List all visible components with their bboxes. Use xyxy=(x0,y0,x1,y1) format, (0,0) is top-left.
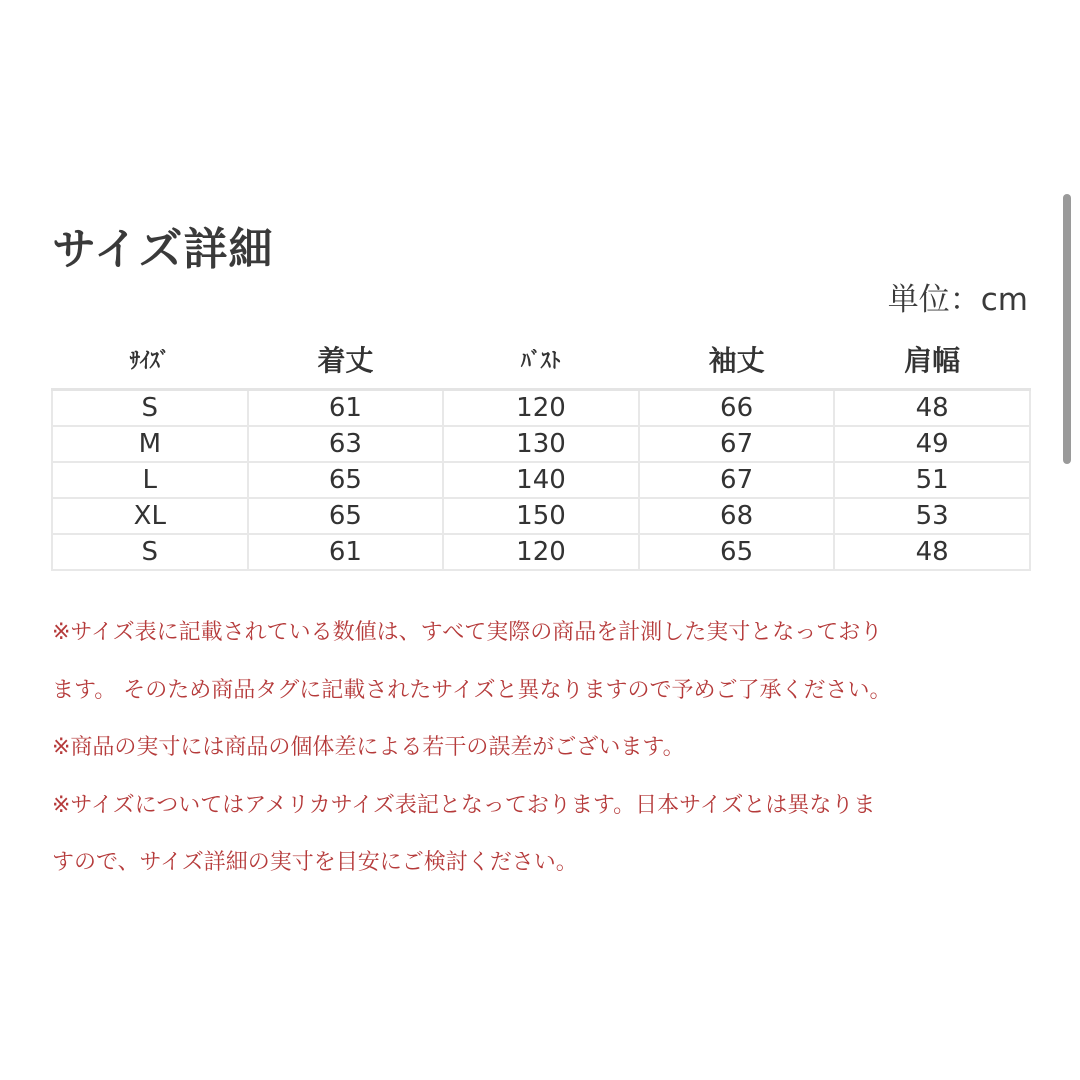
table-cell: 130 xyxy=(443,426,639,462)
table-cell: L xyxy=(52,462,248,498)
table-row xyxy=(52,534,1030,570)
page-title: サイズ詳細 xyxy=(52,224,274,275)
table-cell: XL xyxy=(52,498,248,534)
scrollbar[interactable] xyxy=(1063,194,1071,464)
table-cell: 49 xyxy=(834,426,1030,462)
table-cell: 63 xyxy=(248,426,444,462)
size-table xyxy=(51,334,1031,571)
table-row xyxy=(52,462,1030,498)
table-cell: 61 xyxy=(248,534,444,570)
table-cell: 61 xyxy=(248,390,444,427)
note-line: ※商品の実寸には商品の個体差による若干の誤差がございます。 xyxy=(52,735,685,760)
table-cell: 53 xyxy=(834,498,1030,534)
header-size: ｻｲｽﾞ xyxy=(62,334,238,390)
header-bust: ﾊﾞｽﾄ xyxy=(453,334,629,390)
note-line: ※サイズについてはアメリカサイズ表記となっております。日本サイズとは異なりま xyxy=(52,792,876,818)
table-cell: 65 xyxy=(639,534,835,570)
table-cell: M xyxy=(52,426,248,462)
table-row xyxy=(52,390,1030,427)
table-cell: 51 xyxy=(834,462,1030,498)
table-cell: 48 xyxy=(834,534,1030,570)
unit-label: 単位：cm xyxy=(887,282,1028,318)
table-cell: 120 xyxy=(443,390,639,427)
table-cell: 67 xyxy=(639,462,835,498)
size-notes xyxy=(52,604,1012,892)
table-cell: 150 xyxy=(443,498,639,534)
table-cell: 140 xyxy=(443,462,639,498)
table-cell: 67 xyxy=(639,426,835,462)
note-line: ※サイズ表に記載されている数値は、すべて実際の商品を計測した実寸となっており xyxy=(52,620,883,645)
header-sleeve: 袖丈 xyxy=(639,334,835,390)
note-line: ます。 そのため商品タグに記載されたサイズと異なりますので予めご了承ください。 xyxy=(52,677,892,703)
table-cell: 65 xyxy=(248,462,444,498)
note-line: すので、サイズ詳細の実寸を目安にご検討ください。 xyxy=(52,850,578,875)
table-cell: 120 xyxy=(443,534,639,570)
table-cell: S xyxy=(52,534,248,570)
table-cell: 68 xyxy=(639,498,835,534)
header-length: 着丈 xyxy=(248,334,444,390)
table-header-row xyxy=(52,334,1030,390)
table-cell: 66 xyxy=(639,390,835,427)
table-cell: 48 xyxy=(834,390,1030,427)
table-cell: 65 xyxy=(248,498,444,534)
table-row xyxy=(52,426,1030,462)
table-row xyxy=(52,498,1030,534)
table-cell: S xyxy=(52,390,248,427)
header-shoulder: 肩幅 xyxy=(834,334,1030,390)
